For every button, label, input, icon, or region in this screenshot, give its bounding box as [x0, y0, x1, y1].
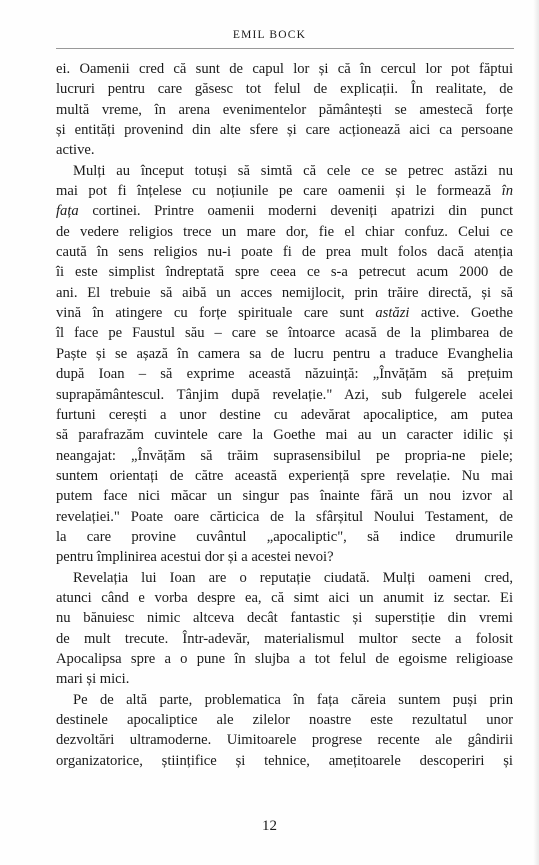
- text-line: de vedere religios trece un mare dor, fie el chiar confuz. Celui ce: [56, 223, 513, 240]
- text-line: nu bănuiesc nimic altceva decât fantastic și superstiție din vremi: [56, 610, 513, 627]
- text-line: furtuni cerești a unor destine cu adevărat apocaliptice, am putea: [56, 406, 513, 423]
- text-line: de mult trecute. Într-adevăr, materialismul multor secte a folosit: [56, 630, 513, 647]
- text-line: organizatorice, științifice și tehnice, amețitoarele descoperiri și: [56, 752, 513, 769]
- text-line: și entități provenind din alte sfere și care acționează aici ca persoane: [56, 122, 513, 139]
- running-header: EMIL BOCK: [232, 29, 307, 41]
- text-line: atunci când e vorba despre ea, că simt aici un anumit iz sectar. Ei: [56, 589, 513, 606]
- text-line: Apocalipsa spre a o pune în slujba a tot felul de egoisme religioase: [56, 650, 513, 667]
- text-line: să parafrazăm cuvintele care la Goethe mai au un caracter idilic și: [56, 427, 513, 444]
- text-line: mai pot fi înțelese cu noțiunile pe care oamenii și le formează în: [56, 183, 513, 200]
- page-number: 12: [262, 818, 277, 834]
- text-line: îl face pe Faustul său – care se întoarce acasă de la plimbarea de: [56, 325, 513, 342]
- text-line: fața cortinei. Printre oamenii moderni deveniți apatrizi din punct: [56, 203, 513, 220]
- text-line: pentru împlinirea acestui dor și a acestei nevoi?: [56, 549, 334, 566]
- text-line: îi este simplist îndreptată spre ceea ce s-a petrecut acum 2000 de: [56, 264, 513, 281]
- text-line: mari și mici.: [56, 671, 130, 688]
- text-line: revelației." Poate oare cărticica de la sfârșitul Noului Testament, de: [56, 508, 513, 525]
- text-line: active.: [56, 142, 95, 159]
- text-line: putem face nici măcar un singur pas înainte fără un nou izvor al: [56, 488, 513, 505]
- text-line: ei. Oamenii cred că sunt de capul lor și că în cercul lor pot făptui: [56, 61, 513, 77]
- text-line: Paște și se așază în camera sa de lucru pentru a traduce Evanghelia: [56, 345, 513, 362]
- header-rule: [56, 48, 514, 49]
- text-line: multă vreme, în arena evenimentelor pământești se amestecă forțe: [56, 101, 513, 118]
- page-edge-shadow: [533, 0, 539, 865]
- body-text: [56, 59, 513, 771]
- text-line: dezvoltări ultramoderne. Uimitoarele progrese recente ale gândirii: [56, 732, 513, 749]
- text-line: lucruri pentru care găsesc tot felul de explicații. În realitate, de: [56, 81, 513, 98]
- text-line: ani. El trebuie să aibă un acces nemijlocit, prin trăire directă, și să: [56, 284, 513, 301]
- text-line: destinele apocaliptice ale zilelor noastre este rezultatul unor: [56, 712, 513, 728]
- text-line: Revelația lui Ioan are o reputație ciudată. Mulți oameni cred,: [73, 569, 513, 586]
- text-line: la care provine cuvântul „apocaliptic", să indice drumurile: [56, 528, 513, 545]
- text-line: suntem orientați de către această experiență spre revelație. Nu mai: [56, 467, 513, 484]
- text-line: caută în sens religios nu-i poate fi de prea mult folos dacă atenția: [56, 244, 513, 261]
- text-line: vină în atingere cu forțe spirituale care sunt astăzi active. Goethe: [56, 305, 513, 322]
- text-line: neangajat: „Învățăm să trăim suprasensibilul pe propria-ne piele;: [56, 447, 513, 464]
- text-line: Mulți au început totuși să simtă că cele ce se petrec astăzi nu: [73, 162, 513, 179]
- text-line: Pe de altă parte, problematica în fața căreia suntem puși prin: [73, 691, 513, 708]
- text-line: suprapământescul. Tânjim după revelație." Azi, sub fulgerele acelei: [56, 386, 513, 403]
- text-line: după Ioan – să exprime această năzuință: „Învățăm să prețuim: [56, 366, 513, 383]
